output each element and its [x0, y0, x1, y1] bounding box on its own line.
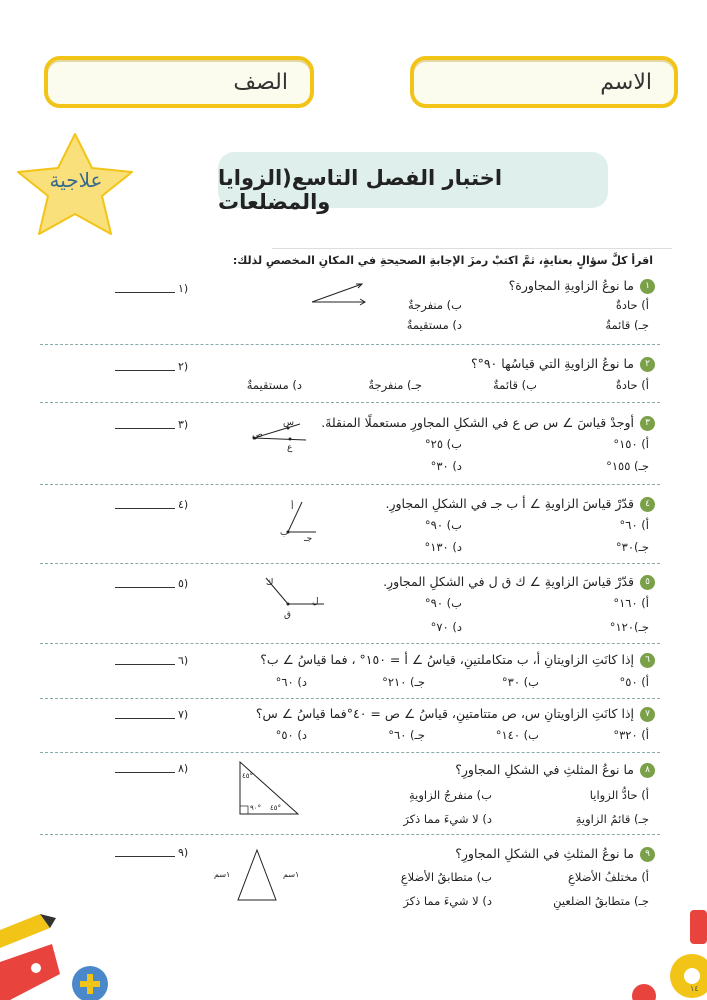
- divider: [272, 248, 672, 249]
- fig9-side-left: ١سم: [214, 870, 231, 879]
- fig4-label-c: جـ: [304, 534, 313, 544]
- answer-label-8: (٨: [178, 762, 189, 775]
- q5-option-a[interactable]: أ) ١٦٠°: [613, 596, 649, 610]
- q3-option-d[interactable]: د) ٣٠°: [430, 459, 462, 473]
- answer-line-1[interactable]: [115, 292, 175, 293]
- separator: [40, 484, 660, 485]
- q1-option-b[interactable]: ب) منفرجةٌ: [407, 298, 462, 312]
- badge-label: علاجية: [49, 168, 103, 192]
- fig5-label-k: ك: [266, 578, 274, 588]
- q2-option-d[interactable]: د) مستقيمةٌ: [246, 378, 302, 392]
- question-8: ٨ما نوعُ المثلثِ في الشكلِ المجاورِ؟: [455, 762, 655, 778]
- separator: [40, 344, 660, 345]
- question-2: ٢ما نوعُ الزاويةِ التي قياسُها ٩٠°؟: [471, 356, 655, 372]
- q4-option-d[interactable]: د) ١٣٠°: [424, 540, 462, 554]
- fig4-label-a: أ: [291, 502, 294, 512]
- q6-option-d[interactable]: د) ٦٠°: [275, 675, 307, 689]
- q7-option-b[interactable]: ب) ١٤٠°: [495, 728, 539, 742]
- answer-label-1: (١: [178, 282, 189, 295]
- q7-option-d[interactable]: د) ٥٠°: [275, 728, 307, 742]
- separator: [40, 752, 660, 753]
- q4-option-a[interactable]: أ) ٦٠°: [619, 518, 649, 532]
- question-4: ٤قدّرْ قياسَ الزاويةِ ∠ أ ب جـ في الشكلِ المجاورِ.: [386, 496, 655, 512]
- q9-option-b[interactable]: ب) متطابقُ الأضلاعِ: [400, 870, 492, 884]
- q9-option-d[interactable]: د) لا شيءَ مما ذكرَ: [403, 894, 492, 908]
- q8-option-b[interactable]: ب) منفرجُ الزاويةِ: [409, 788, 492, 802]
- separator: [40, 643, 660, 644]
- q3-option-b[interactable]: ب) ٢٥°: [424, 437, 462, 451]
- fig8-angle-right: ٤٥°: [270, 804, 282, 812]
- name-field[interactable]: [410, 56, 678, 108]
- q1-option-a[interactable]: أ) حادةٌ: [615, 298, 649, 312]
- answer-line-8[interactable]: [115, 772, 175, 773]
- name-label: الاسم: [600, 70, 652, 95]
- q6-option-a[interactable]: أ) ٥٠°: [619, 675, 649, 689]
- q3-option-a[interactable]: أ) ١٥٠°: [613, 437, 649, 451]
- question-3: ٣أوجدْ قياسَ ∠ س ص ع في الشكلِ المجاورِ مستعملًا المنقلةَ.: [321, 415, 655, 431]
- answer-label-9: (٩: [178, 846, 189, 859]
- question-5: ٥قدّرْ قياسَ الزاويةِ ∠ ك ق ل في الشكلِ المجاورِ.: [383, 574, 655, 590]
- answer-label-3: (٣: [178, 418, 189, 431]
- fig8-angle-top: ٤٥°: [242, 772, 254, 780]
- separator: [40, 402, 660, 403]
- fig8-angle-90: ٩٠°: [250, 804, 262, 812]
- fig9-side-right: ١سم: [283, 870, 300, 879]
- page-title-box: [218, 152, 608, 214]
- pencil-decoration-icon: [0, 900, 130, 1000]
- q7-option-c[interactable]: جـ) ٦٠°: [388, 728, 425, 742]
- class-label: الصف: [233, 70, 288, 95]
- q2-option-a[interactable]: أ) حادةٌ: [615, 378, 649, 392]
- fig4-label-b: ب: [280, 528, 289, 538]
- q5-option-b[interactable]: ب) ٩٠°: [424, 596, 462, 610]
- q1-option-d[interactable]: د) مستقيمةٌ: [406, 318, 462, 332]
- instructions: اقرأ كلَّ سؤالٍ بعنايةٍ، ثمَّ اكتبْ رمزَ الإجابةِ الصحيحةِ في المكانِ المخصصِ لذلك:: [232, 254, 653, 267]
- q5-option-c[interactable]: جـ)١٢٠°: [609, 620, 649, 634]
- q2-option-b[interactable]: ب) قائمةٌ: [493, 378, 537, 392]
- answer-label-5: (٥: [178, 577, 189, 590]
- question-9: ٩ما نوعُ المثلثِ في الشكلِ المجاورِ؟: [455, 846, 655, 862]
- separator: [40, 563, 660, 564]
- fig3-label-s: س: [283, 418, 294, 428]
- page-number: ١٤: [690, 984, 699, 993]
- q2-option-c[interactable]: جـ) منفرجةٌ: [368, 378, 422, 392]
- question-1: ١ما نوعُ الزاويةِ المجاورة؟: [509, 278, 655, 294]
- separator: [40, 834, 660, 835]
- fig3-label-p: ص: [252, 430, 263, 440]
- q8-option-a[interactable]: أ) حادُّ الزوايا: [589, 788, 649, 802]
- separator: [40, 698, 660, 699]
- fig5-label-l: ل: [312, 597, 319, 607]
- q8-option-d[interactable]: د) لا شيءَ مما ذكرَ: [403, 812, 492, 826]
- question-7: ٧إذا كانَتِ الزاويتانِ س، ص متتامتينِ، قياسُ ∠ ص = ٤٠°فما قياسُ ∠ س؟: [256, 706, 655, 722]
- answer-line-6[interactable]: [115, 664, 175, 665]
- answer-label-2: (٢: [178, 360, 189, 373]
- question-6: ٦إذا كانَتِ الزاويتانِ أ، ب متكاملتينِ، قياسُ ∠ أ = ١٥٠° ، فما قياسُ ∠ ب؟: [260, 652, 655, 668]
- acute-angle-figure: [310, 282, 370, 306]
- answer-label-7: (٧: [178, 708, 189, 721]
- answer-line-2[interactable]: [115, 370, 175, 371]
- answer-line-7[interactable]: [115, 718, 175, 719]
- answer-label-4: (٤: [178, 498, 189, 511]
- q7-option-a[interactable]: أ) ٣٢٠°: [613, 728, 649, 742]
- q1-option-c[interactable]: جـ) قائمةٌ: [605, 318, 649, 332]
- right-triangle-figure: [236, 758, 302, 818]
- answer-line-3[interactable]: [115, 428, 175, 429]
- q3-option-c[interactable]: جـ) ١٥٥°: [606, 459, 649, 473]
- answer-line-5[interactable]: [115, 587, 175, 588]
- page-title: اختبار الفصل التاسع(الزوايا والمضلعات: [218, 166, 503, 214]
- answer-line-4[interactable]: [115, 508, 175, 509]
- q6-option-c[interactable]: جـ) ٢١٠°: [382, 675, 425, 689]
- fig5-label-q: ق: [284, 610, 291, 620]
- q9-option-a[interactable]: أ) مختلفُ الأضلاعِ: [568, 870, 649, 884]
- q6-option-b[interactable]: ب) ٣٠°: [501, 675, 539, 689]
- q8-option-c[interactable]: جـ) قائمُ الزاويةِ: [575, 812, 649, 826]
- isosceles-triangle-figure: [234, 848, 280, 904]
- class-field[interactable]: [44, 56, 314, 108]
- q4-option-c[interactable]: جـ)٣٠°: [615, 540, 649, 554]
- q4-option-b[interactable]: ب) ٩٠°: [424, 518, 462, 532]
- fig3-label-e: ع: [287, 443, 293, 453]
- q5-option-d[interactable]: د) ٧٠°: [430, 620, 462, 634]
- answer-line-9[interactable]: [115, 856, 175, 857]
- q9-option-c[interactable]: جـ) متطابقُ الضلعينِ: [553, 894, 649, 908]
- answer-label-6: (٦: [178, 654, 189, 667]
